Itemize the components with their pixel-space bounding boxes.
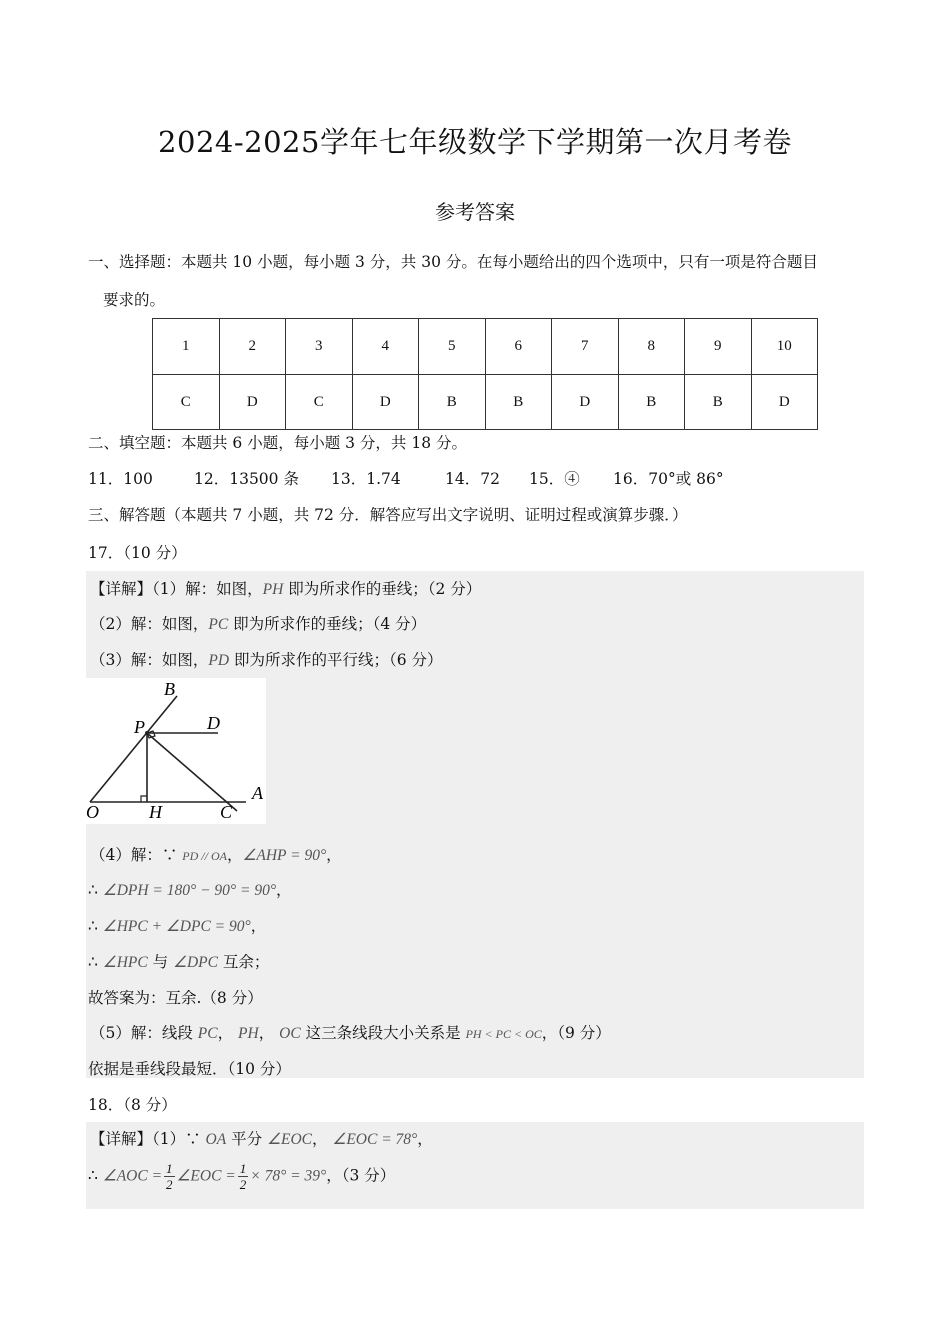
- label-C: C: [220, 802, 233, 822]
- q18-step1-line2: [88, 1161, 395, 1192]
- math-expr: ∠AOC =: [102, 1167, 163, 1185]
- text: ，: [326, 846, 342, 864]
- text: ，: [217, 1024, 239, 1042]
- answer-table: [152, 318, 818, 430]
- table-cell: B: [485, 375, 552, 430]
- text: ，: [226, 846, 243, 864]
- fill-answer-15: 15．④: [529, 470, 580, 488]
- label-P: P: [134, 717, 145, 737]
- fill-answer-14: 14．72: [445, 470, 500, 488]
- fill-answer-12: 12．13500 条: [194, 470, 299, 488]
- math-var: PD: [208, 652, 230, 669]
- table-cell: 3: [286, 319, 353, 375]
- text: ∴: [88, 881, 103, 899]
- text: ，（9 分）: [541, 1024, 611, 1042]
- table-cell: B: [685, 375, 752, 430]
- table-cell: D: [552, 375, 619, 430]
- text: 与: [147, 953, 174, 971]
- answer-table-number-row: [153, 319, 818, 375]
- label-B: B: [164, 679, 175, 699]
- table-cell: 7: [552, 319, 619, 375]
- text: ，: [250, 917, 267, 935]
- table-cell: 9: [685, 319, 752, 375]
- page-title: 2024-2025学年七年级数学下学期第一次月考卷: [158, 125, 792, 159]
- q17-step2: [90, 612, 426, 634]
- fill-answer-11: 11．100: [88, 470, 153, 488]
- text: （5）解：线段: [90, 1024, 198, 1042]
- q17-step4-line2: [88, 878, 292, 900]
- numerator: 1: [166, 1161, 173, 1176]
- answer-table-answer-row: [153, 375, 818, 430]
- text: 互余；: [217, 953, 270, 971]
- table-cell: 5: [419, 319, 486, 375]
- q17-step1: [90, 577, 481, 599]
- numerator: 1: [239, 1161, 247, 1176]
- table-cell: C: [153, 375, 220, 430]
- math-expr: PD // OA: [182, 849, 227, 863]
- text: 即为所求作的平行线；（6 分）: [229, 651, 443, 669]
- q17-step4-line3: [88, 914, 266, 936]
- section3-heading: 三、解答题（本题共 7 小题，共 72 分．解答应写出文字说明、证明过程或演算步骤．）: [88, 506, 688, 524]
- table-cell: B: [419, 375, 486, 430]
- math-var: PH: [238, 1025, 259, 1042]
- fraction: [164, 1161, 175, 1192]
- text: （3）解：如图，: [90, 651, 209, 669]
- q17-step3: [90, 648, 443, 670]
- table-cell: 10: [751, 319, 818, 375]
- math-expr: ∠AHP = 90°: [242, 847, 327, 864]
- text: ∴: [88, 1166, 103, 1185]
- fraction: [238, 1161, 249, 1192]
- math-expr: ∠HPC: [102, 954, 148, 971]
- q17-reason: 依据是垂线段最短．（10 分）: [88, 1060, 291, 1078]
- section2-heading: 二、填空题：本题共 6 小题，每小题 3 分，共 18 分。: [88, 434, 468, 452]
- geometry-figure-svg: [86, 678, 266, 824]
- text: ，: [311, 1130, 333, 1148]
- text: 即为所求作的垂线；（2 分）: [283, 580, 482, 598]
- denominator: 2: [166, 1177, 173, 1192]
- text: ∴: [88, 917, 103, 935]
- math-var: PC: [197, 1025, 218, 1042]
- text: ，: [417, 1130, 433, 1148]
- table-cell: C: [286, 375, 353, 430]
- label-H: H: [149, 802, 162, 822]
- text: 平分: [226, 1130, 268, 1148]
- table-cell: 4: [352, 319, 419, 375]
- fill-answer-13: 13．1.74: [331, 470, 401, 488]
- text: （4）解：∵: [90, 846, 183, 864]
- table-cell: D: [751, 375, 818, 430]
- label-O: O: [86, 802, 99, 822]
- q17-header: 17．（10 分）: [88, 544, 187, 562]
- section1-heading: 一、选择题：本题共 10 小题，每小题 3 分，共 30 分。在每小题给出的四个选项中，只有一项是符合题目: [88, 253, 818, 271]
- label-D: D: [207, 713, 220, 733]
- ray-OB: [90, 696, 177, 802]
- math-var: PH: [262, 581, 284, 598]
- q17-step5: [90, 1021, 611, 1043]
- math-expr: ∠EOC: [267, 1131, 312, 1148]
- text: 这三条线段大小关系是: [300, 1024, 466, 1042]
- text: 【详解】（1）∵: [90, 1130, 206, 1148]
- math-expr: ∠EOC = 78°: [332, 1131, 418, 1148]
- label-A: A: [252, 783, 263, 803]
- table-cell: D: [219, 375, 286, 430]
- math-expr: ∠DPH = 180° − 90° = 90°: [102, 882, 277, 899]
- segment-PC: [147, 733, 237, 811]
- math-expr: PH < PC < OC: [465, 1027, 542, 1041]
- math-expr: × 78° = 39°: [250, 1167, 327, 1185]
- math-expr: ∠DPC: [173, 954, 218, 971]
- text: ，: [258, 1024, 280, 1042]
- text: （2）解：如图，: [90, 615, 209, 633]
- text: 即为所求作的垂线；（4 分）: [228, 615, 427, 633]
- q17-step4: [90, 843, 342, 865]
- table-cell: 8: [618, 319, 685, 375]
- text: ，: [276, 881, 292, 899]
- q17-step4-line4: [88, 950, 269, 972]
- right-angle-mark-H: [141, 796, 147, 802]
- geometry-figure: [86, 678, 266, 824]
- table-cell: B: [618, 375, 685, 430]
- q18-header: 18．（8 分）: [88, 1096, 177, 1114]
- text: ，（3 分）: [326, 1166, 396, 1185]
- table-cell: 6: [485, 319, 552, 375]
- text: 【详解】（1）解：如图，: [90, 580, 263, 598]
- q18-step1: [90, 1127, 433, 1149]
- math-var: OC: [279, 1025, 301, 1042]
- table-cell: 1: [153, 319, 220, 375]
- math-var: OA: [205, 1131, 227, 1148]
- text: ∴: [88, 953, 103, 971]
- math-expr: ∠EOC =: [176, 1167, 236, 1185]
- table-cell: D: [352, 375, 419, 430]
- section1-heading-cont: 要求的。: [103, 291, 166, 309]
- page-subtitle: 参考答案: [435, 200, 515, 224]
- math-var: PC: [208, 616, 229, 633]
- table-cell: 2: [219, 319, 286, 375]
- math-expr: ∠HPC + ∠DPC = 90°: [102, 918, 251, 935]
- denominator: 2: [239, 1177, 247, 1192]
- q17-conclusion: 故答案为：互余.（8 分）: [88, 989, 263, 1007]
- point-P: [145, 731, 149, 735]
- fill-answer-16: 16．70°或 86°: [613, 470, 724, 488]
